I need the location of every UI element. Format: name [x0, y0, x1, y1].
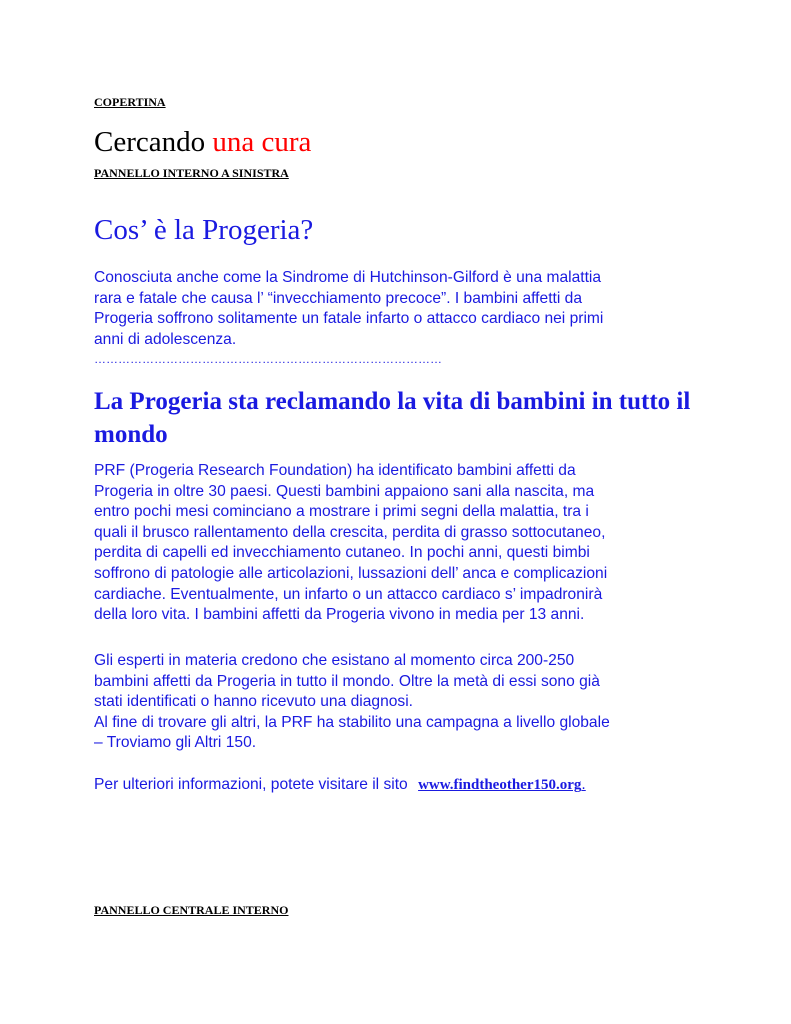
text-line: cardiache. Eventualmente, un infarto o un attacco cardiaco s’ impadronirà	[94, 585, 603, 603]
text-line	[94, 775, 709, 796]
text-line: stati identificati o hanno ricevuto una diagnosi.	[94, 693, 414, 711]
trailing-period: .	[581, 776, 586, 793]
text-line: soffrono di patologie alle articolazioni, lussazioni dell’ anca e complicazioni	[94, 564, 608, 582]
body-paragraph-1	[94, 461, 709, 626]
text-line: – Troviamo gli Altri 150.	[94, 734, 257, 752]
text-line: anni di adolescenza.	[94, 330, 237, 348]
body-paragraph-2	[94, 651, 709, 754]
website-link[interactable]: www.findtheother150.org	[418, 777, 582, 793]
text-line: Al fine di trovare gli altri, la PRF ha stabilito una campagna a livello globale	[94, 713, 610, 731]
section-heading: La Progeria sta reclamando la vita di bambini in tutto il mondo	[94, 388, 691, 448]
text-line: Conosciuta anche come la Sindrome di Hutchinson-Gilford è una malattia	[94, 269, 602, 286]
text-line: Progeria soffrono solitamente un fatale infarto o attacco cardiaco nei primi	[94, 310, 604, 328]
more-info-paragraph	[94, 775, 709, 796]
title-part-red: una cura	[212, 126, 312, 158]
more-info-text: Per ulteriori informazioni, potete visitare il sito	[94, 776, 413, 793]
text-line: Progeria in oltre 30 paesi. Questi bambini appaiono sani alla nascita, ma	[94, 482, 595, 500]
text-line: perdita di capelli ed invecchiamento cutaneo. In pochi anni, questi bimbi	[94, 544, 590, 562]
text-line: PRF (Progeria Research Foundation) ha identificato bambini affetti da	[94, 462, 576, 479]
text-line: della loro vita. I bambini affetti da Progeria vivono in media per 13 anni.	[94, 606, 585, 624]
text-line: bambini affetti da Progeria in tutto il mondo. Oltre la metà di essi sono già	[94, 672, 600, 690]
progeria-question-heading: Cos’ è la Progeria?	[94, 214, 314, 246]
document-title	[94, 125, 311, 159]
title-part-black: Cercando	[94, 126, 213, 158]
text-line: Gli esperti in materia credono che esistano al momento circa 200-250	[94, 652, 575, 669]
text-line: entro pochi mesi cominciano a mostrare i primi segni della malattia, tra i	[94, 503, 589, 521]
left-panel-label: PANNELLO INTERNO A SINISTRA	[94, 166, 289, 180]
dotted-separator: ……………………………………………………………………………	[94, 352, 442, 366]
text-line: rara e fatale che causa l’ “invecchiamento precoce”. I bambini affetti da	[94, 289, 582, 307]
intro-paragraph	[94, 268, 709, 350]
center-panel-label: PANNELLO CENTRALE INTERNO	[94, 903, 289, 917]
text-line: quali il brusco rallentamento della crescita, perdita di grasso sottocutaneo,	[94, 523, 606, 541]
cover-label: COPERTINA	[94, 95, 166, 109]
